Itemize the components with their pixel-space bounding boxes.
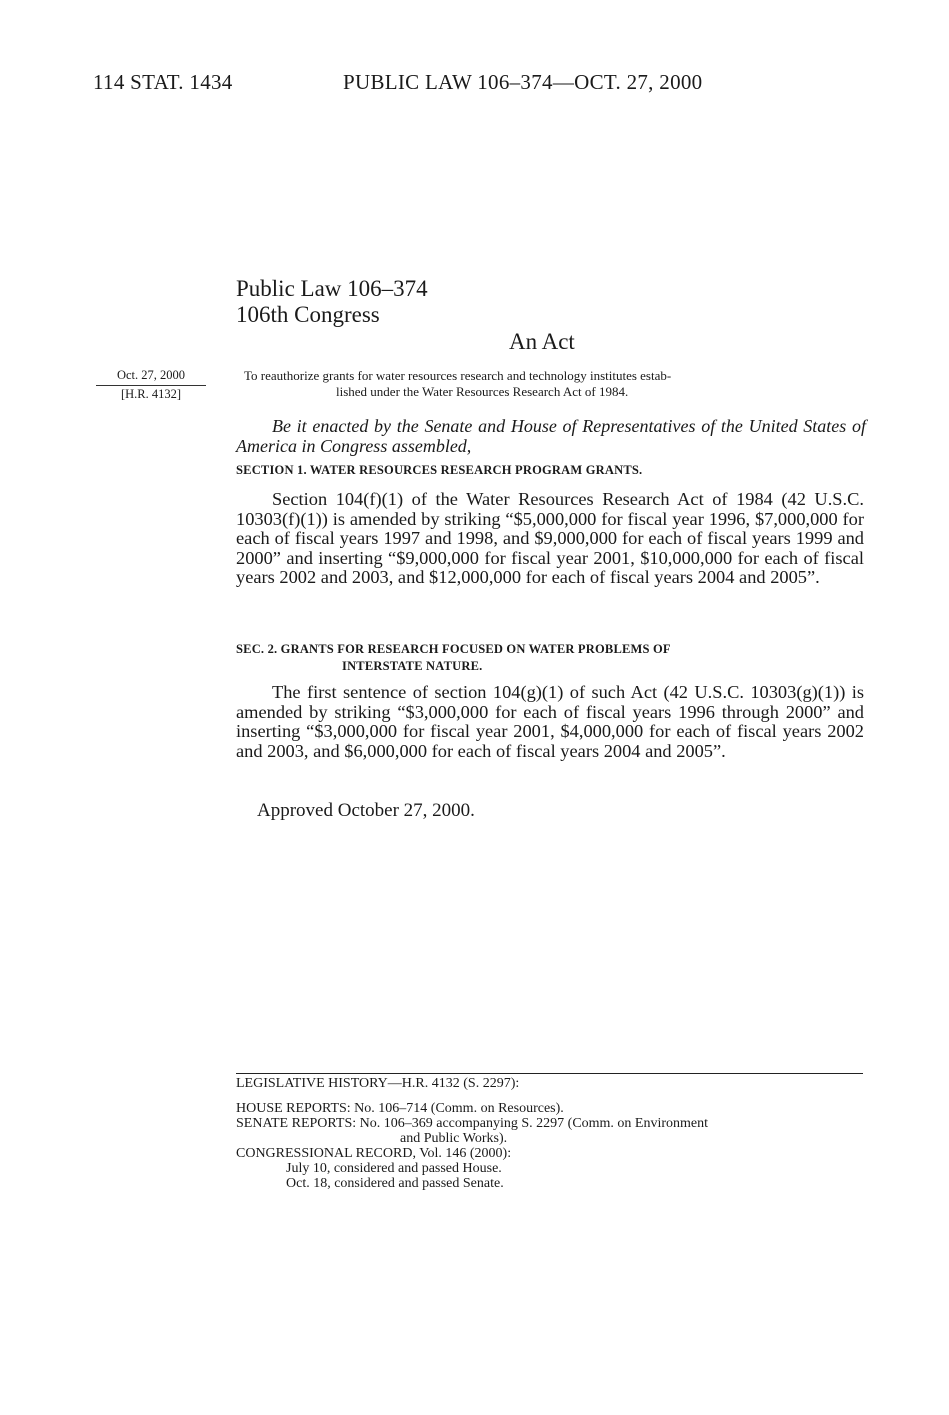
public-law-title: Public Law 106–374 — [236, 276, 428, 301]
section-2-text: The first sentence of section 104(g)(1) of such Act (42 U.S.C. 10303(g)(1)) is amended by striking “$3,000,000 for each of fiscal years 1996 through 2000” and inserting “$3,000,000 for fiscal year 2001, $4,000,000 for each of fiscal years 2002 and 2003, and $6,000,000 for each of fiscal years 2004 and 2005”. — [236, 682, 864, 761]
legislative-history — [236, 1076, 866, 1191]
section-1-text: Section 104(f)(1) of the Water Resources Research Act of 1984 (42 U.S.C. 10303(f)(1)) is amended by striking “$5,000,000 for fiscal year 1996, $7,000,000 for each of fiscal years 1997 and 1998, and $9,000,000 for each of fiscal years 1999 and 2000” and inserting “$9,000,000 for fiscal year 2001, $10,000,000 for each of fiscal years 2002 and 2003, and $12,000,000 for each of fiscal years 2004 and 2005”. — [236, 489, 864, 587]
history-divider — [236, 1073, 863, 1074]
record-entry-senate: Oct. 18, considered and passed Senate. — [286, 1176, 504, 1191]
section-2-heading-line-2: INTERSTATE NATURE. — [342, 659, 483, 673]
purpose-line-2: lished under the Water Resources Research Act of 1984. — [336, 384, 629, 399]
section-1-heading: SECTION 1. WATER RESOURCES RESEARCH PROGRAM GRANTS. — [236, 463, 643, 477]
section-2-heading-line-1: SEC. 2. GRANTS FOR RESEARCH FOCUSED ON WATER PROBLEMS OF — [236, 642, 671, 656]
approval-date: Approved October 27, 2000. — [257, 800, 475, 821]
senate-reports-line-2: and Public Works). — [400, 1131, 508, 1146]
congressional-record: CONGRESSIONAL RECORD, Vol. 146 (2000): — [236, 1146, 512, 1161]
senate-reports-line-1: SENATE REPORTS: No. 106–369 accompanying S. 2297 (Comm. on Environment — [236, 1116, 709, 1131]
an-act-heading: An Act — [509, 329, 575, 354]
margin-enactment-date: Oct. 27, 2000 — [96, 368, 206, 386]
record-entry-house: July 10, considered and passed House. — [286, 1161, 502, 1176]
margin-bill-number: [H.R. 4132] — [120, 387, 182, 401]
legislative-history-title: LEGISLATIVE HISTORY—H.R. 4132 (S. 2297): — [236, 1076, 520, 1091]
house-reports: HOUSE REPORTS: No. 106–714 (Comm. on Resources). — [236, 1101, 564, 1116]
section-2-heading — [236, 641, 866, 675]
purpose-line-1: To reauthorize grants for water resources research and technology institutes estab- — [244, 368, 672, 383]
running-head-law-date: PUBLIC LAW 106–374—OCT. 27, 2000 — [343, 70, 703, 94]
enacting-clause: Be it enacted by the Senate and House of Representatives of the United States of America in Congress assembled, — [236, 416, 866, 456]
statute-page-reference: 114 STAT. 1434 — [93, 70, 233, 94]
purpose-statement — [244, 368, 868, 400]
congress-number: 106th Congress — [236, 302, 380, 327]
